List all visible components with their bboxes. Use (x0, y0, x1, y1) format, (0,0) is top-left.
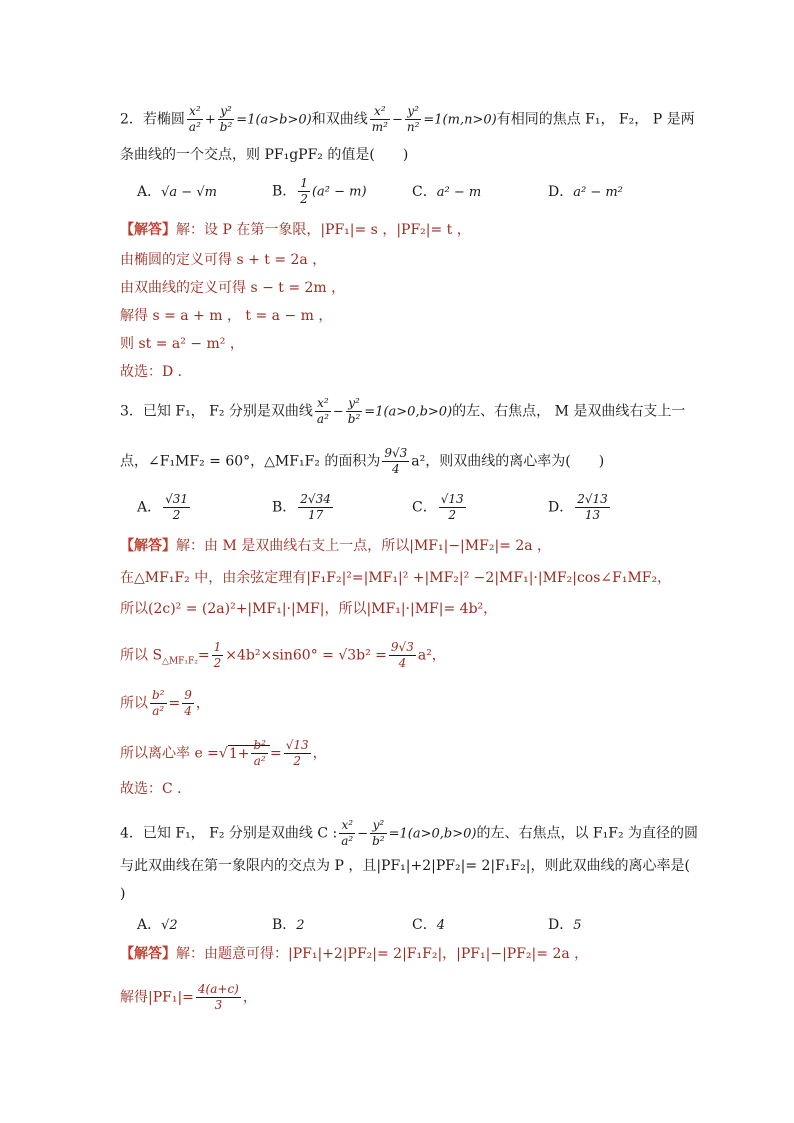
q2-stem-prefix: 2．若椭圆 (120, 111, 185, 128)
q3-answer-line1: 【解答】解：由 M 是双曲线右支上一点，所以|MF₁|−|MF₂|= 2a ， (120, 538, 552, 554)
q3-answer-line2: 在△MF₁F₂ 中，由余弦定理有|F₁F₂|²=|MF₁|² +|MF₂|² −2|MF₁|·|MF₂|cos∠F₁MF₂， (120, 570, 672, 586)
q2-stem-suffix: 有相同的焦点 F₁， F₂， P 是两 (496, 111, 695, 128)
q3-answer-line5: 所以 $\frac{\text{b²}}{\text{a²}}$ = $\frac{9}{4}$ ， (120, 688, 210, 718)
q2-hyper-tail: =1(m,n>0) (423, 112, 497, 128)
q3-option-b[interactable]: B． $\frac{2√34}{17}$ (272, 492, 331, 522)
q3-answer-line6: 所以离心率 e =√1+ $\frac{\text{b²}}{\text{a²}}$ = $\frac{√13}{2}$ ， (120, 738, 327, 768)
q2-answer-line6: 故选：D ． (120, 364, 192, 380)
q2-answer-tag: 【解答】 (120, 222, 176, 238)
q2-option-b[interactable]: B． $\frac{1}{2}$ (a² − m) (272, 176, 367, 206)
q3-answer-tag: 【解答】 (120, 538, 176, 554)
q2-answer-line4: 解得 s = a + m ， t = a − m ， (120, 308, 333, 324)
q3-option-d[interactable]: D． $\frac{2√13}{13}$ (548, 492, 608, 522)
q4-stem-line1: 4．已知 F₁， F₂ 分别是双曲线 C : $\frac{\text{x²}}{\text{a²}}$ − $\frac{\text{y²}}{\text{b²}}$ =1(a>0,b>0)的左、右焦点，以 F₁F₂ 为直径的圆 (120, 818, 699, 848)
q3-answer-line7: 故选：C ． (120, 781, 192, 797)
q2-hyper-frac-y: $\frac{\text{y²}}{\text{n²}}$ (406, 104, 420, 134)
q2-ellipse-frac-x: $\frac{\text{x²}}{\text{a²}}$ (188, 104, 201, 134)
q2-answer-line5: 则 st = a² − m² ， (120, 336, 244, 352)
q2-answer-line1: 【解答】解：设 P 在第一象限，|PF₁|= s ，|PF₂|= t ， (120, 222, 471, 238)
q2-stem-line2: 条曲线的一个交点，则 PF₁gPF₂ 的值是( ) (120, 147, 409, 163)
q3-stem-line1: 3．已知 F₁， F₂ 分别是双曲线 $\frac{\text{x²}}{\text{a²}}$ − $\frac{\text{y²}}{\text{b²}}$ =1(a>0,b>0)的左、右焦点， M 是双曲线右支上一 (120, 396, 686, 426)
q4-option-b[interactable]: B．2 (272, 917, 305, 933)
q2-answer-line3: 由双曲线的定义可得 s − t = 2m ， (120, 280, 346, 296)
q4-option-a[interactable]: A．√2 (137, 917, 178, 933)
q4-stem-line3: ) (120, 886, 126, 902)
q3-option-a[interactable]: A． $\frac{√31}{2}$ (137, 492, 189, 522)
q3-answer-line3: 所以(2c)² = (2a)²+|MF₁|·|MF|，所以|MF₁|·|MF|= 4b²， (120, 601, 498, 617)
q2-answer-line2: 由椭圆的定义可得 s + t = 2a ， (120, 252, 327, 268)
q4-option-d[interactable]: D．5 (548, 917, 582, 933)
q3-option-c[interactable]: C． $\frac{√13}{2}$ (412, 492, 464, 522)
q2-option-c[interactable]: C．a² − m (412, 184, 482, 200)
q2-option-d[interactable]: D．a² − m² (548, 184, 623, 200)
q4-answer-line1: 【解答】解：由题意可得：|PF₁|+2|PF₂|= 2|F₁F₂|，|PF₁|−|PF₂|= 2a ， (120, 946, 589, 962)
q4-option-c[interactable]: C．4 (412, 917, 445, 933)
q2-option-a[interactable]: A．√a − √m (137, 184, 217, 200)
q2-ellipse-frac-y: $\frac{\text{y²}}{\text{b²}}$ (219, 104, 233, 134)
q2-stem-mid: 和双曲线 (311, 111, 368, 128)
q2-ellipse-tail: =1(a>b>0) (236, 112, 312, 128)
q3-answer-line4: 所以 $S_{\triangle MF_1F_2}=$ $\frac{1}{2}$ ×4b²×sin60° = √3b² = $\frac{9√3}{4}$ a²， (120, 640, 446, 670)
q4-answer-line2: 解得|PF₁|= $\frac{4(a+c)}{3}$ ， (120, 982, 257, 1012)
q2-hyper-frac-x: $\frac{\text{x²}}{\text{m²}}$ (371, 104, 388, 134)
q4-answer-tag: 【解答】 (120, 946, 176, 962)
q3-stem-line2: 点，∠F₁MF₂ = 60°，△MF₁F₂ 的面积为 $\frac{9√3}{4}$ a²，则双曲线的离心率为( ) (120, 446, 605, 476)
q2-stem-line1: 2．若椭圆 $\frac{\text{x²}}{\text{a²}}$ + $\frac{\text{y²}}{\text{b²}}$ =1(a>b>0)和双曲线 $\frac{\text{x²}}{\text{m²}}$ − $\frac{\text{y²}}{\text{n²}}$ =1(m,n>0)有相同的焦点 F₁， F₂， P 是两 (120, 104, 695, 134)
q4-stem-line2: 与此双曲线在第一象限内的交点为 P ，且|PF₁|+2|PF₂|= 2|F₁F₂|，则此双曲线的离心率是( (120, 858, 690, 874)
